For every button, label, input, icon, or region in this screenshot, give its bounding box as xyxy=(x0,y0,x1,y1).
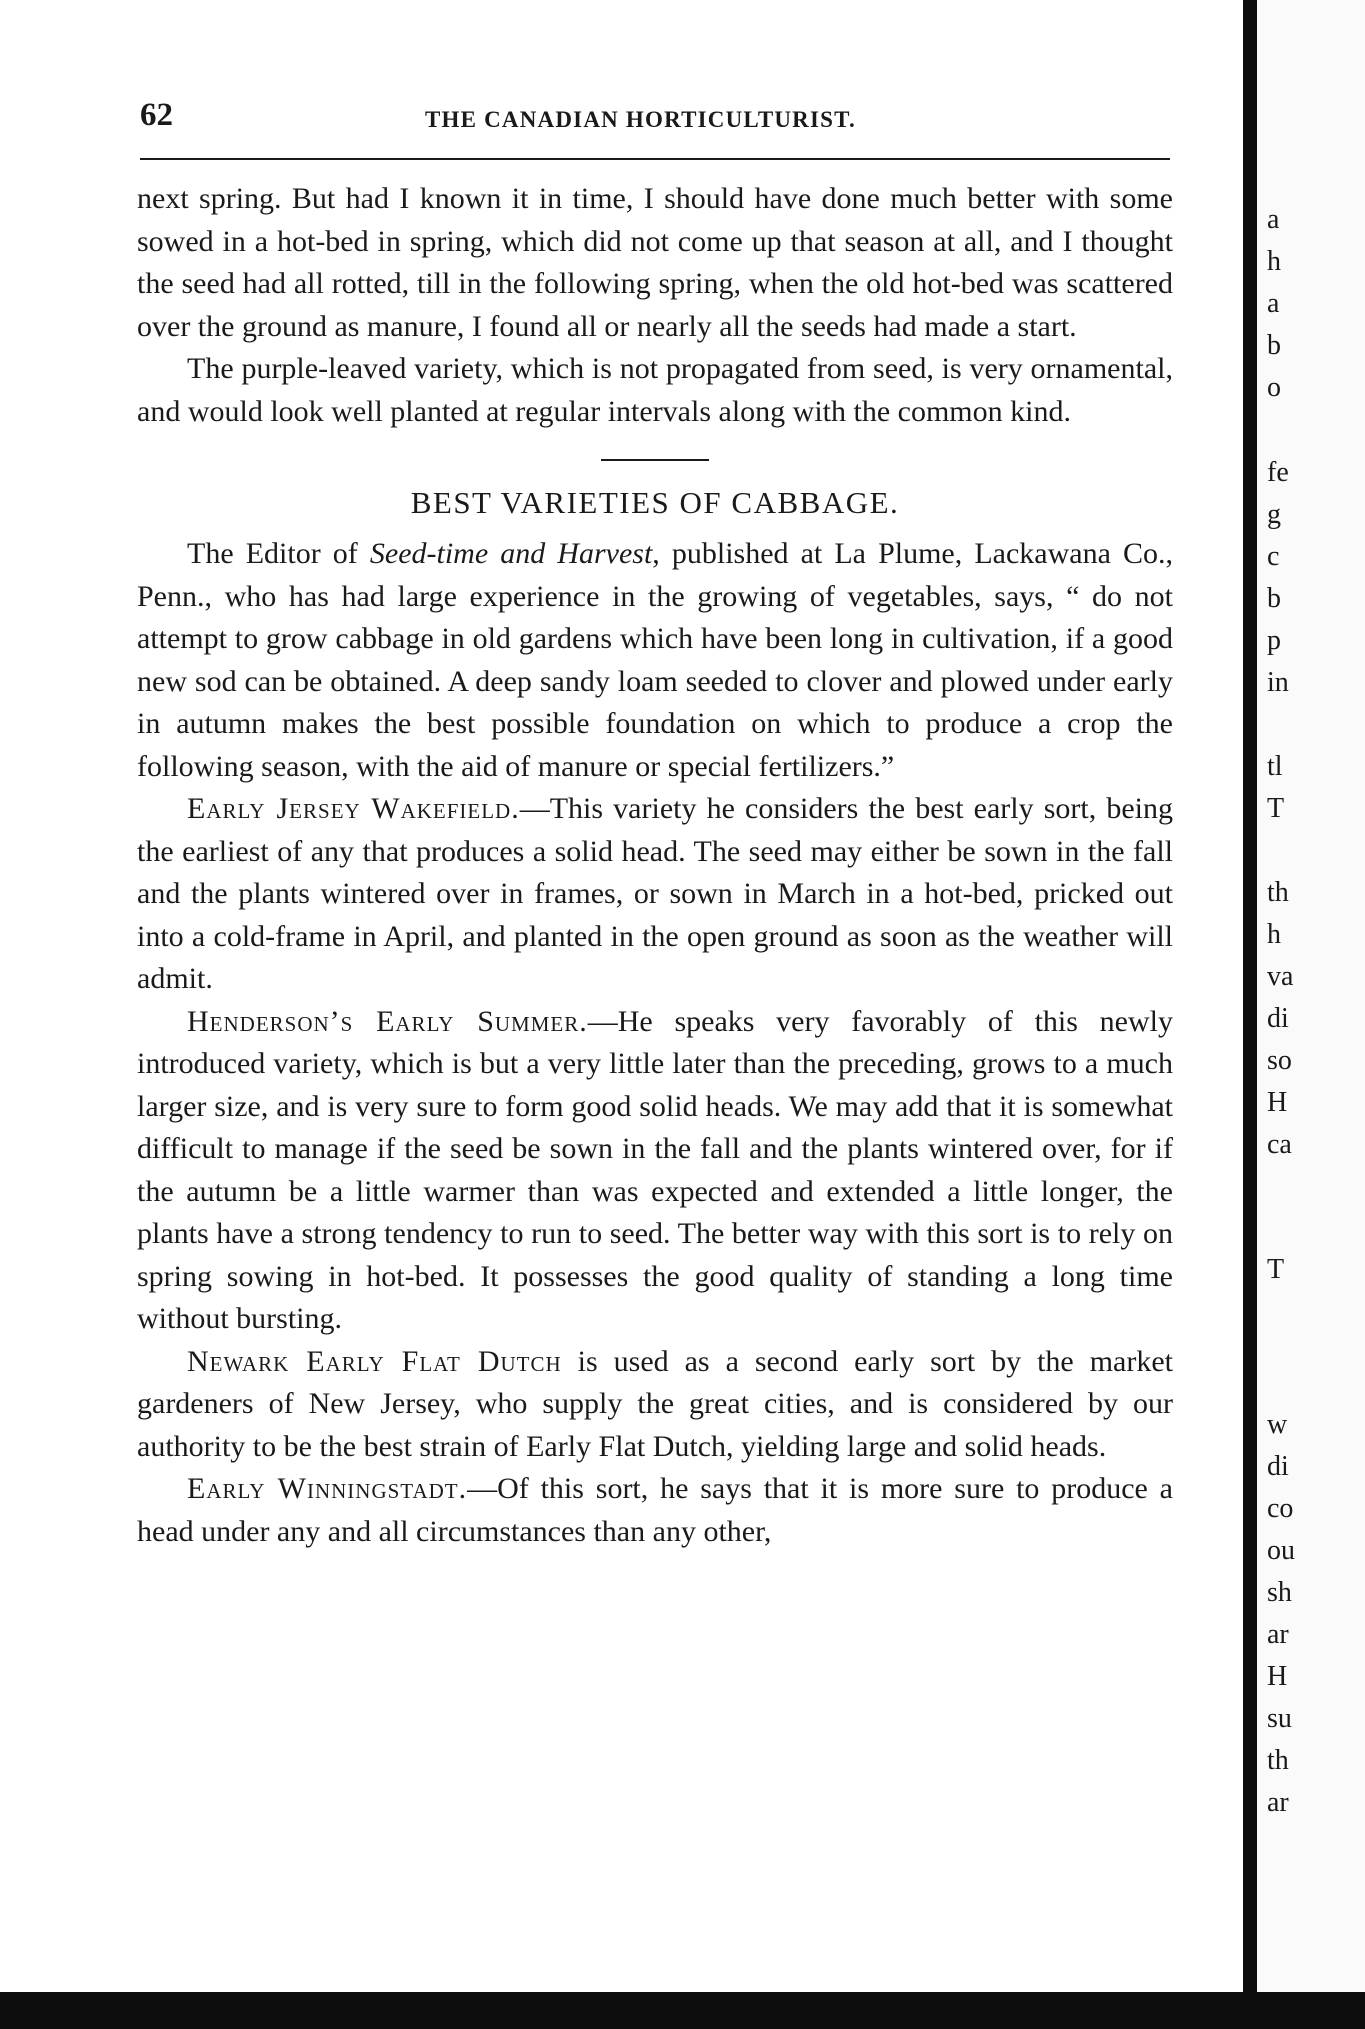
paragraph-variety xyxy=(137,1001,1173,1341)
editor-rest: , published at La Plume, Lackawana Co., Penn., who has had large experience in the growing of vegetables, says, “ do not attempt to grow cabbage in old gardens which have been long in cultivation, if a good new sod can be obtained. A deep sandy loam seeded to clover and plowed under early in autumn makes the best possible foundation on which to produce a crop the following season, with the aid of manure or special fertilizers.” xyxy=(137,537,1173,783)
facing-page-fragment: ca xyxy=(1267,1129,1292,1160)
book-gutter xyxy=(1243,0,1257,2029)
facing-page-fragment: di xyxy=(1267,1003,1289,1034)
facing-page-fragment: sh xyxy=(1267,1577,1292,1608)
facing-page-fragment: h xyxy=(1267,246,1281,277)
facing-page-fragment: su xyxy=(1267,1703,1292,1734)
facing-page-fragment: o xyxy=(1267,372,1281,403)
editor-lead: The Editor of xyxy=(187,537,370,570)
paragraph-continued: next spring. But had I known it in time, I should have done much better with some sowed in a hot-bed in spring, which did not come up that season at all, and I thought the seed had all rotted, till in the following spring, when the old hot-bed was scattered over the ground as manure, I found all or nearly all the seeds had made a start. xyxy=(137,182,1173,343)
variety-text: —This variety he considers the best early sort, being the earliest of any that produces a solid head. The seed may either be sown in the fall and the plants wintered over in frames, or sown in March in a hot-bed, pricked out into a cold-frame in April, and planted in the open ground as soon as the weather will admit. xyxy=(137,792,1173,995)
facing-page-fragment: T xyxy=(1267,1254,1285,1285)
facing-page-fragment: b xyxy=(1267,330,1281,361)
variety-name: Early Winningstadt. xyxy=(187,1472,468,1505)
variety-text: —He speaks very favorably of this newly introduced variety, which is but a very little later than the preceding, grows to a much larger size, and is very sure to form good solid heads. We may add that it is somewhat difficult to manage if the seed be sown in the fall and the plants wintered over, for if the autumn be a little warmer than was expected and extended a little longer, the plants have a strong tendency to run to seed. The better way with this sort is to rely on spring sowing in hot-bed. It possesses the good quality of standing a long time without bursting. xyxy=(137,1004,1173,1335)
facing-page-fragment: g xyxy=(1267,499,1281,530)
facing-page-fragment: H xyxy=(1267,1661,1288,1692)
facing-page-fragment: fe xyxy=(1267,457,1289,488)
facing-page-fragment: so xyxy=(1267,1045,1292,1076)
section-divider xyxy=(601,459,709,461)
paragraph-variety xyxy=(137,788,1173,1001)
variety-text: is used as a second early sort by the market gardeners of New Jersey, who supply the great cities, and is considered by our authority to be the best strain of Early Flat Dutch, yielding large and solid heads. xyxy=(137,1344,1173,1463)
paragraph-purple-leaved: The purple-leaved variety, which is not propagated from seed, is very ornamental, and would look well planted at regular intervals along with the common kind. xyxy=(137,352,1173,428)
variety-name: Henderson’s Early Summer. xyxy=(187,1004,588,1038)
facing-page-fragment: tl xyxy=(1267,751,1283,782)
variety-text: —Of this sort, he says that it is more sure to produce a head under any and all circumstances than any other, xyxy=(137,1472,1173,1548)
publication-title: Seed-time and Harvest xyxy=(369,537,653,570)
facing-page-fragment: ar xyxy=(1267,1787,1289,1818)
facing-page-fragment: ou xyxy=(1267,1535,1295,1566)
facing-page-fragment: w xyxy=(1267,1409,1288,1440)
scan-bottom-edge xyxy=(0,1992,1365,2029)
header-rule xyxy=(140,158,1170,160)
facing-page-fragment: h xyxy=(1267,919,1281,950)
paragraph-editor xyxy=(137,533,1173,788)
paragraph-variety xyxy=(137,1341,1173,1469)
facing-page-fragment: ar xyxy=(1267,1619,1289,1650)
article-body xyxy=(137,178,1173,1553)
facing-page-fragment: th xyxy=(1267,1745,1289,1776)
facing-page-fragment: a xyxy=(1267,204,1280,235)
paragraph-variety xyxy=(137,1468,1173,1553)
variety-name: Early Jersey Wakefield. xyxy=(187,792,520,825)
variety-name: Newark Early Flat Dutch xyxy=(187,1344,562,1378)
facing-page-fragment: di xyxy=(1267,1451,1289,1482)
page-header xyxy=(140,95,1170,145)
facing-page-fragment: th xyxy=(1267,877,1289,908)
page-number: 62 xyxy=(140,97,173,133)
facing-page-fragment: va xyxy=(1267,961,1294,992)
facing-page-fragment: T xyxy=(1267,793,1285,824)
running-title: THE CANADIAN HORTICULTURIST. xyxy=(425,107,856,132)
facing-page-fragment: a xyxy=(1267,288,1280,319)
facing-page-fragment: b xyxy=(1267,583,1281,614)
facing-page-fragment: co xyxy=(1267,1493,1294,1524)
facing-page-edge xyxy=(1257,0,1365,2029)
facing-page-fragment: p xyxy=(1267,625,1281,656)
facing-page-fragment: H xyxy=(1267,1087,1288,1118)
facing-page-fragment: in xyxy=(1267,667,1289,698)
facing-page-fragment: c xyxy=(1267,541,1280,572)
section-heading: BEST VARIETIES OF CABBAGE. xyxy=(410,485,900,520)
